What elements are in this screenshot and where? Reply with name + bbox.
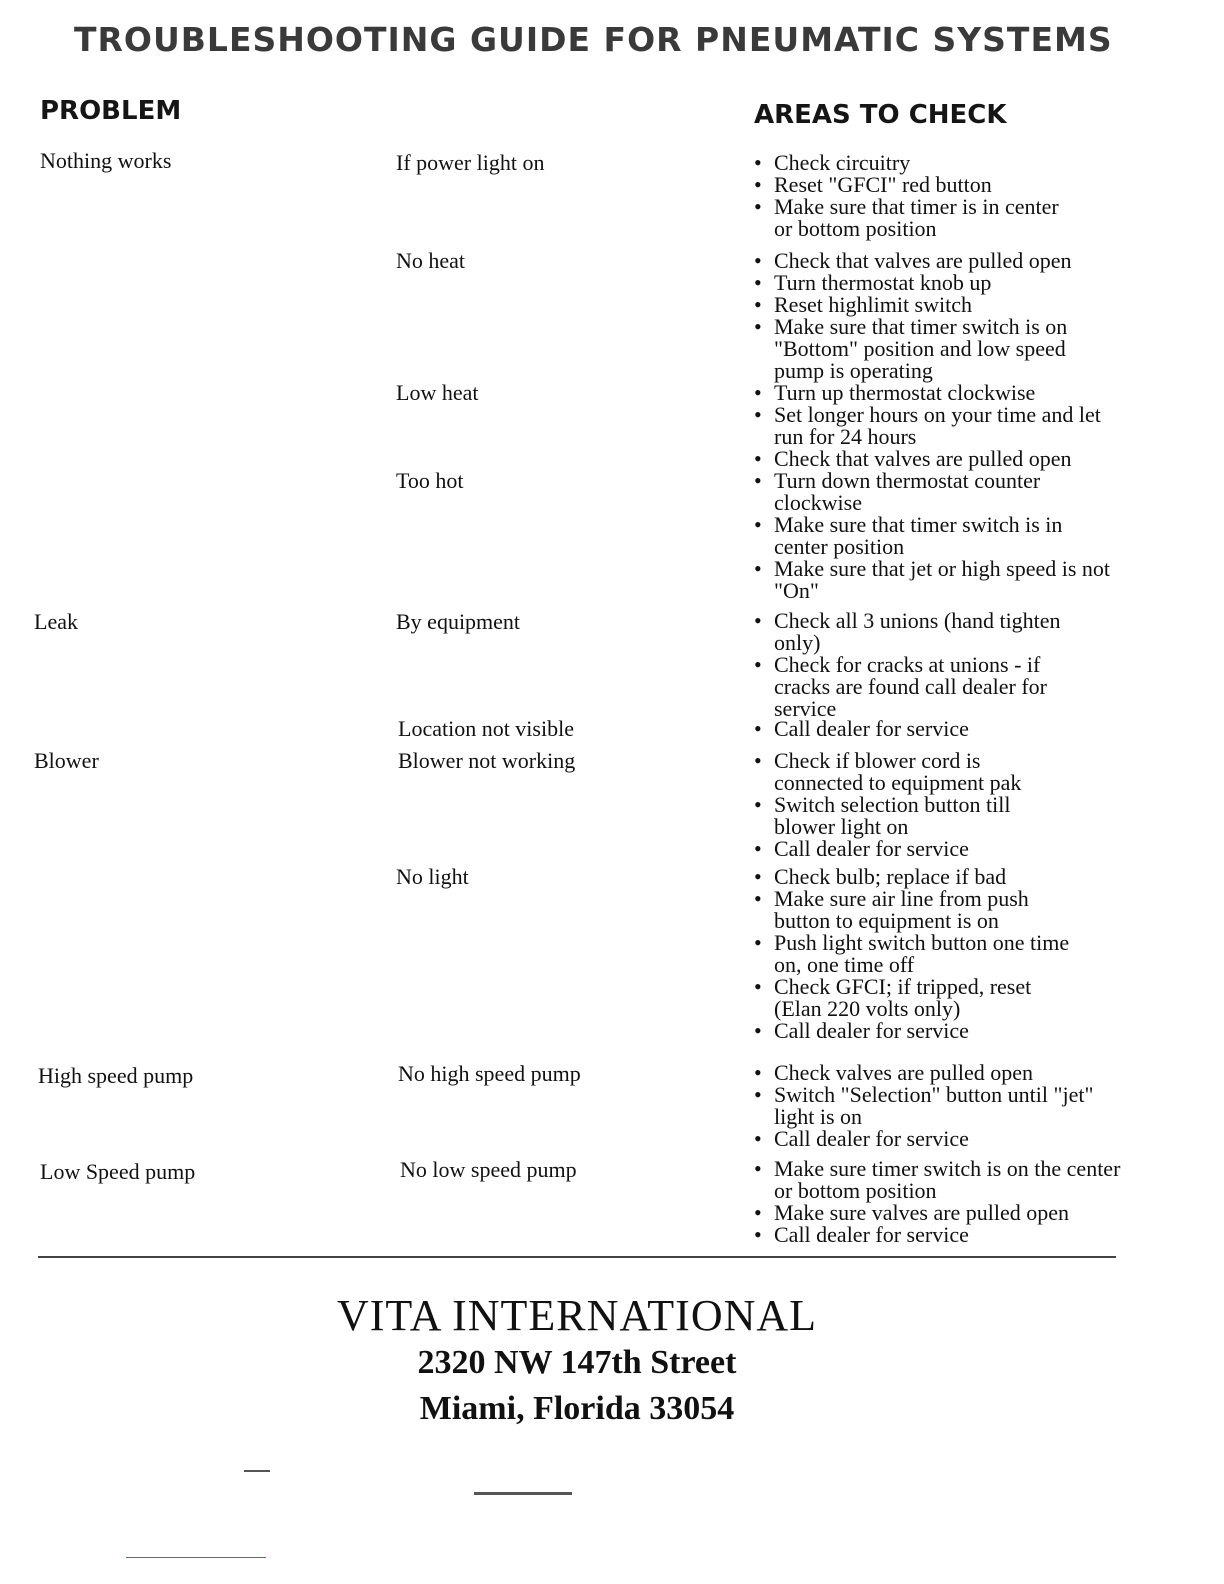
bullet-icon: • — [754, 380, 762, 405]
check-item — [752, 838, 1074, 860]
bullet-icon: • — [754, 974, 762, 999]
check-list — [752, 152, 1084, 240]
bullet-icon: • — [754, 716, 762, 741]
check-item — [752, 1020, 1074, 1042]
check-item-text: Call dealer for service — [774, 1018, 969, 1043]
bullet-icon: • — [754, 1060, 762, 1085]
check-item — [752, 976, 1074, 1020]
condition-label: Location not visible — [398, 716, 574, 741]
condition-label: No high speed pump — [398, 1061, 581, 1086]
problem-label: Nothing works — [40, 148, 172, 173]
check-item-text: Make sure timer switch is on the center or bottom position — [774, 1156, 1121, 1203]
bullet-icon: • — [754, 1082, 762, 1107]
check-item — [752, 1084, 1104, 1128]
bullet-icon: • — [754, 194, 762, 219]
check-item — [752, 932, 1084, 976]
bullet-icon: • — [754, 172, 762, 197]
check-item — [752, 654, 1074, 720]
footer-divider — [38, 1256, 1116, 1258]
condition-label: No heat — [396, 248, 466, 273]
check-item-text: Call dealer for service — [774, 1222, 969, 1247]
check-item — [752, 382, 1104, 404]
check-item-text: Make sure that timer is in center or bottom position — [774, 194, 1059, 241]
condition-label: No light — [396, 864, 469, 889]
check-item — [752, 1062, 1104, 1084]
check-item — [752, 610, 1074, 654]
check-list — [752, 382, 1124, 470]
check-item-text: Make sure that jet or high speed is not "On" — [774, 556, 1111, 603]
check-list — [752, 718, 1074, 740]
check-item — [752, 448, 1124, 470]
bullet-icon: • — [754, 1126, 762, 1151]
check-item-text: Switch selection button till blower light on — [774, 792, 1011, 839]
check-list — [752, 250, 1124, 382]
check-item-text: Check if blower cord is connected to equipment pak — [774, 748, 1022, 795]
check-item — [752, 1202, 1124, 1224]
scan-speck — [244, 1470, 270, 1472]
check-item-text: Check that valves are pulled open — [774, 248, 1072, 273]
company-city: Miami, Florida 33054 — [419, 1390, 735, 1427]
scan-line — [126, 1557, 266, 1558]
check-item-text: Make sure that timer switch is on "Bottom" position and low speed pump is operating — [774, 314, 1068, 383]
condition-label: If power light on — [396, 150, 545, 175]
bullet-icon: • — [754, 1222, 762, 1247]
check-item — [752, 794, 1074, 838]
bullet-icon: • — [754, 556, 762, 581]
bullet-icon: • — [754, 652, 762, 677]
check-item — [752, 316, 1094, 382]
check-item-text: Make sure air line from push button to equipment is on — [774, 886, 1029, 933]
bullet-icon: • — [754, 748, 762, 773]
check-item-text: Check valves are pulled open — [774, 1060, 1034, 1085]
check-item — [752, 272, 1124, 294]
check-item-text: Check circuitry — [774, 150, 911, 175]
page-title: TROUBLESHOOTING GUIDE FOR PNEUMATIC SYSTEMS — [74, 20, 1113, 59]
problem-label: Leak — [34, 609, 78, 634]
check-item-text: Reset "GFCI" red button — [774, 172, 992, 197]
company-name: VITA INTERNATIONAL — [336, 1291, 818, 1340]
bullet-icon: • — [754, 314, 762, 339]
problem-label: Low Speed pump — [40, 1159, 196, 1184]
check-item-text: Check that valves are pulled open — [774, 446, 1072, 471]
bullet-icon: • — [754, 1200, 762, 1225]
check-item — [752, 558, 1114, 602]
bullet-icon: • — [754, 512, 762, 537]
check-item — [752, 718, 1074, 740]
check-item — [752, 250, 1124, 272]
check-item-text: Call dealer for service — [774, 836, 969, 861]
bullet-icon: • — [754, 468, 762, 493]
bullet-icon: • — [754, 150, 762, 175]
areas-to-check-column-header: AREAS TO CHECK — [754, 100, 1007, 130]
check-list — [752, 866, 1084, 1042]
company-street: 2320 NW 147th Street — [417, 1344, 737, 1381]
check-list — [752, 1062, 1104, 1150]
check-item — [752, 514, 1104, 558]
check-list — [752, 1158, 1124, 1246]
problem-column-header: PROBLEM — [40, 96, 182, 126]
check-item-text: Switch "Selection" button until "jet" light is on — [774, 1082, 1094, 1129]
bullet-icon: • — [754, 1156, 762, 1181]
check-item — [752, 1128, 1074, 1150]
check-item — [752, 404, 1104, 448]
check-item-text: Check GFCI; if tripped, reset (Elan 220 volts only) — [774, 974, 1032, 1021]
check-item-text: Turn thermostat knob up — [774, 270, 992, 295]
check-item-text: Check bulb; replace if bad — [774, 864, 1007, 889]
check-item-text: Turn down thermostat counter clockwise — [774, 468, 1041, 515]
bullet-icon: • — [754, 886, 762, 911]
check-item — [752, 196, 1074, 240]
check-item — [752, 750, 1074, 794]
check-item-text: Make sure valves are pulled open — [774, 1200, 1070, 1225]
check-item — [752, 888, 1084, 932]
check-item — [752, 1158, 1124, 1202]
check-item-text: Call dealer for service — [774, 716, 969, 741]
check-item — [752, 866, 1074, 888]
check-list — [752, 750, 1074, 860]
bullet-icon: • — [754, 864, 762, 889]
bullet-icon: • — [754, 402, 762, 427]
check-item-text: Check all 3 unions (hand tighten only) — [774, 608, 1061, 655]
condition-label: Blower not working — [398, 748, 576, 773]
bullet-icon: • — [754, 292, 762, 317]
bullet-icon: • — [754, 930, 762, 955]
bullet-icon: • — [754, 792, 762, 817]
check-item — [752, 152, 1084, 174]
condition-label: Too hot — [396, 468, 464, 493]
problem-label: High speed pump — [38, 1063, 194, 1088]
check-item — [752, 294, 1124, 316]
check-item-text: Set longer hours on your time and let run for 24 hours — [774, 402, 1101, 449]
bullet-icon: • — [754, 1018, 762, 1043]
condition-label: Low heat — [396, 380, 479, 405]
check-item — [752, 174, 1084, 196]
check-item — [752, 1224, 1124, 1246]
check-item-text: Call dealer for service — [774, 1126, 969, 1151]
check-item-text: Push light switch button one time on, one time off — [774, 930, 1070, 977]
bullet-icon: • — [754, 608, 762, 633]
bullet-icon: • — [754, 836, 762, 861]
scan-speck — [474, 1492, 572, 1495]
condition-label: No low speed pump — [400, 1157, 577, 1182]
problem-label: Blower — [34, 748, 99, 773]
check-item — [752, 470, 1074, 514]
bullet-icon: • — [754, 270, 762, 295]
check-list — [752, 610, 1074, 720]
condition-label: By equipment — [396, 609, 521, 634]
bullet-icon: • — [754, 446, 762, 471]
check-item-text: Check for cracks at unions - if cracks are found call dealer for service — [774, 652, 1048, 721]
check-item-text: Turn up thermostat clockwise — [774, 380, 1036, 405]
check-list — [752, 470, 1114, 602]
bullet-icon: • — [754, 248, 762, 273]
check-item-text: Make sure that timer switch is in center position — [774, 512, 1063, 559]
check-item-text: Reset highlimit switch — [774, 292, 972, 317]
